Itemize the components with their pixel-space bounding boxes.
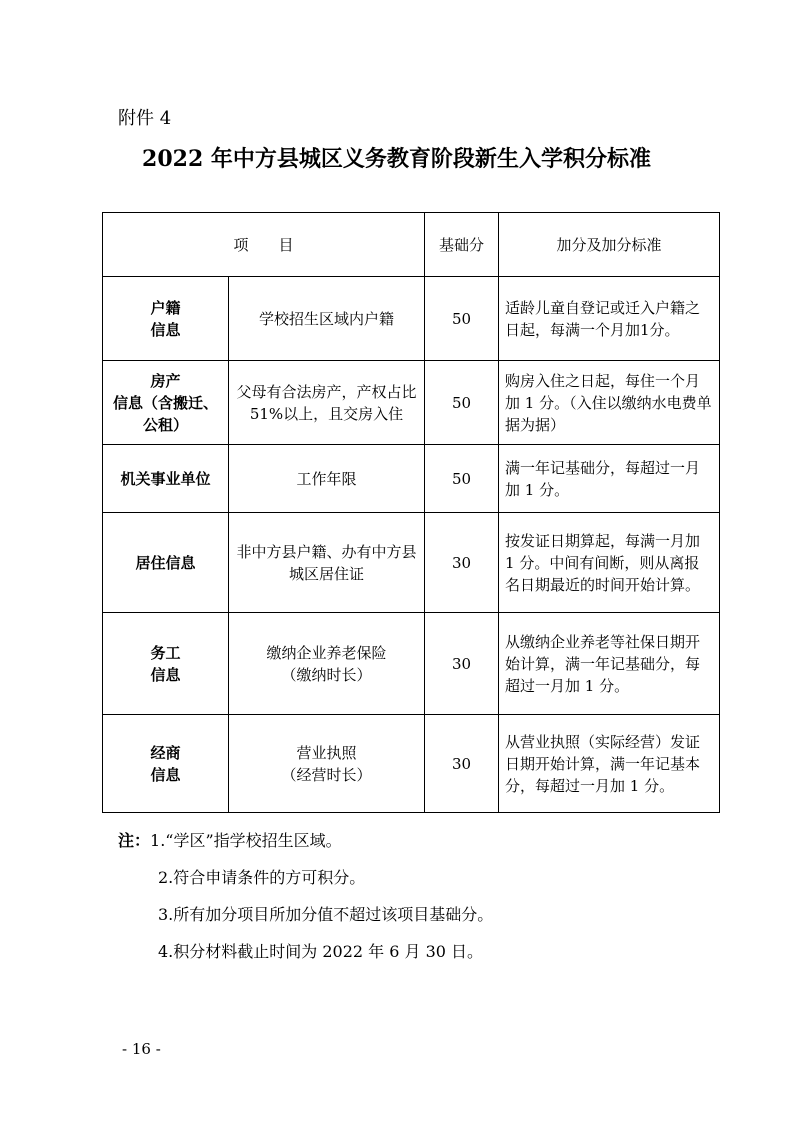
row-base-score: 30	[425, 513, 499, 613]
scoring-table	[102, 212, 720, 813]
document-title: 2022 年中方县城区义务教育阶段新生入学积分标准	[142, 146, 651, 172]
row-item: 营业执照 （经营时长）	[229, 715, 425, 813]
notes-label: 注：	[118, 831, 151, 850]
note-item	[118, 822, 493, 859]
row-item: 缴纳企业养老保险 （缴纳时长）	[229, 613, 425, 715]
table-row	[103, 277, 720, 361]
header-base-score: 基础分	[425, 213, 499, 277]
note-item: 3.所有加分项目所加分值不超过该项目基础分。	[158, 905, 494, 924]
row-base-score: 50	[425, 277, 499, 361]
row-bonus: 满一年记基础分，每超过一月加 1 分。	[499, 445, 720, 513]
row-category: 房产 信息（含搬迁、公租）	[103, 361, 229, 445]
row-item: 父母有合法房产，产权占比 51%以上，且交房入住	[229, 361, 425, 445]
attachment-label: 附件 4	[118, 108, 172, 129]
table-row	[103, 613, 720, 715]
page-number: - 16 -	[122, 1040, 161, 1058]
row-item: 工作年限	[229, 445, 425, 513]
note-item: 4.积分材料截止时间为 2022 年 6 月 30 日。	[158, 942, 484, 961]
row-base-score: 30	[425, 613, 499, 715]
table-row	[103, 513, 720, 613]
row-bonus: 从营业执照（实际经营）发证日期开始计算，满一年记基本分，每超过一月加 1 分。	[499, 715, 720, 813]
row-bonus: 从缴纳企业养老等社保日期开始计算，满一年记基础分，每超过一月加 1 分。	[499, 613, 720, 715]
row-category: 户籍 信息	[103, 277, 229, 361]
row-bonus: 按发证日期算起，每满一月加 1 分。中间有间断，则从离报名日期最近的时间开始计算。	[499, 513, 720, 613]
row-category: 机关事业单位	[103, 445, 229, 513]
note-text: 1.“学区”指学校招生区域。	[150, 831, 342, 850]
row-base-score: 50	[425, 445, 499, 513]
row-bonus: 适龄儿童自登记或迁入户籍之日起，每满一个月加1分。	[499, 277, 720, 361]
header-bonus-standard: 加分及加分标准	[499, 213, 720, 277]
row-category: 经商 信息	[103, 715, 229, 813]
row-item: 学校招生区域内户籍	[229, 277, 425, 361]
row-category: 务工 信息	[103, 613, 229, 715]
row-item: 非中方县户籍、办有中方县城区居住证	[229, 513, 425, 613]
row-base-score: 50	[425, 361, 499, 445]
table-row	[103, 445, 720, 513]
row-bonus: 购房入住之日起，每住一个月加 1 分。（入住以缴纳水电费单据为据）	[499, 361, 720, 445]
note-item: 2.符合申请条件的方可积分。	[158, 868, 366, 887]
table-header-row	[103, 213, 720, 277]
notes-section	[118, 822, 493, 970]
table-row	[103, 361, 720, 445]
table-row	[103, 715, 720, 813]
header-item: 项 目	[103, 213, 425, 277]
row-base-score: 30	[425, 715, 499, 813]
row-category: 居住信息	[103, 513, 229, 613]
